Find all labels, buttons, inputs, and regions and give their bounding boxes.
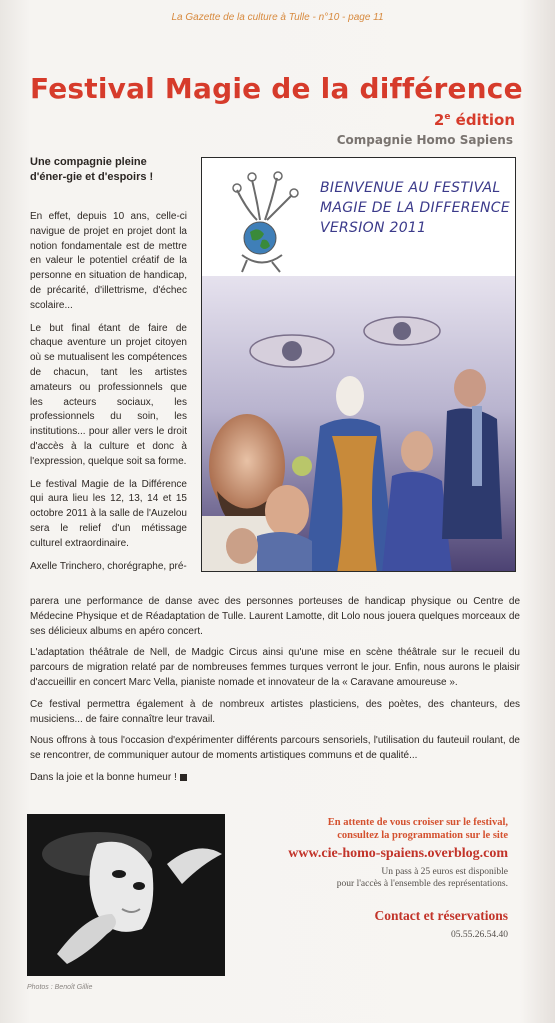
dancers-globe-logo-icon (222, 170, 312, 275)
welcome-line: VERSION 2011 (320, 220, 427, 236)
photo-credit: Photos : Benoît Gillie (27, 984, 93, 991)
article-lead (30, 155, 180, 185)
mask-photo-image (27, 814, 225, 976)
website-link[interactable]: www.cie-homo-spaiens.overblog.com (288, 846, 508, 861)
paragraph: parera une performance de danse avec des personnes porteuses de handicap physique ou Centre de Médecine Physique et de Réadaptation de Tulle. Laurent Lamotte, dit Lolo nous jouera quelques morceaux de ses délicieux albums en apéro concert. (30, 596, 520, 637)
paragraph: Ce festival permettra également à de nombreux artistes plasticiens, des poètes, des chanteurs, des musiciens... de faire connaître leur travail. (30, 698, 520, 725)
paragraph: Nous offrons à tous l'occasion d'expérimenter différents parcours sensoriels, l'utilisation du fauteuil roulant, de se rencontrer, de communiquer autour de moments artistiques communs et de qualité... (30, 735, 520, 762)
article-title: Festival Magie de la différence (30, 72, 523, 105)
article-column (30, 210, 187, 582)
poster-welcome-text (320, 178, 510, 238)
pass-line: pour l'accès à l'ensemble des représentations. (336, 879, 508, 889)
pass-line: Un pass à 25 euros est disponible (381, 867, 508, 877)
mask-photo (27, 814, 225, 976)
article-body (30, 595, 520, 793)
closing-paragraph (30, 771, 520, 786)
closing-text: Dans la joie et la bonne humeur ! (30, 771, 177, 783)
welcome-line: BIENVENUE AU FESTIVAL (320, 180, 501, 196)
paragraph: Axelle Trinchero, chorégraphe, pré- (30, 560, 187, 572)
edition-label: 2e édition (433, 111, 515, 129)
info-intro-line: consultez la programmation sur le site (337, 830, 508, 841)
paragraph: Le but final étant de faire de chaque aventure un projet citoyen où se mutualisent les compétences de chacun, tant les artistes amateurs ou professionnels que les acteurs sociaux, les professionnels du soin, les institutions... pour aller vers le droit d'accès à la culture et donc à l'expression, quelque soit sa forme. (30, 322, 187, 467)
pass-info (337, 866, 508, 890)
festival-collage-photo (202, 276, 516, 572)
phone-number: 05.55.26.54.40 (451, 930, 508, 940)
welcome-line: MAGIE DE LA DIFFERENCE (320, 200, 510, 216)
paragraph: Le festival Magie de la Différence qui aura lieu les 12, 13, 14 et 15 octobre 2011 à la salle de l'Auzelou sera le relief d'un métissage culturel extraordinaire. (30, 478, 187, 549)
info-intro (328, 816, 508, 842)
festival-poster (201, 157, 516, 572)
paragraph: L'adaptation théâtrale de Nell, de Madgic Circus ainsi qu'une mise en scène théâtrale sur le recueil du parcours de migration relaté par de nombreuses femmes turques verront le jour. Enfin, nous aurons le plaisir d'accueillir en concert Marc Vella, pianiste nomade et innovateur de la « Caravane amoureuse ». (30, 647, 520, 688)
company-name: Compagnie Homo Sapiens (336, 133, 513, 147)
running-head: La Gazette de la culture à Tulle - n°10 - page 11 (171, 12, 384, 23)
contact-heading: Contact et réservations (374, 908, 508, 923)
paragraph: En effet, depuis 10 ans, celle-ci navigue de projet en projet dont la notion fondamentale est de mettre en valeur le potentiel créatif de la personne en situation de handicap, de précarité, d'illettrisme, d'échec scolaire... (30, 211, 187, 311)
end-mark-icon (180, 774, 187, 781)
info-intro-line: En attente de vous croiser sur le festival, (327, 817, 508, 828)
lead-text: Une compagnie pleine d'éner-gie et d'espoirs ! (30, 156, 154, 183)
